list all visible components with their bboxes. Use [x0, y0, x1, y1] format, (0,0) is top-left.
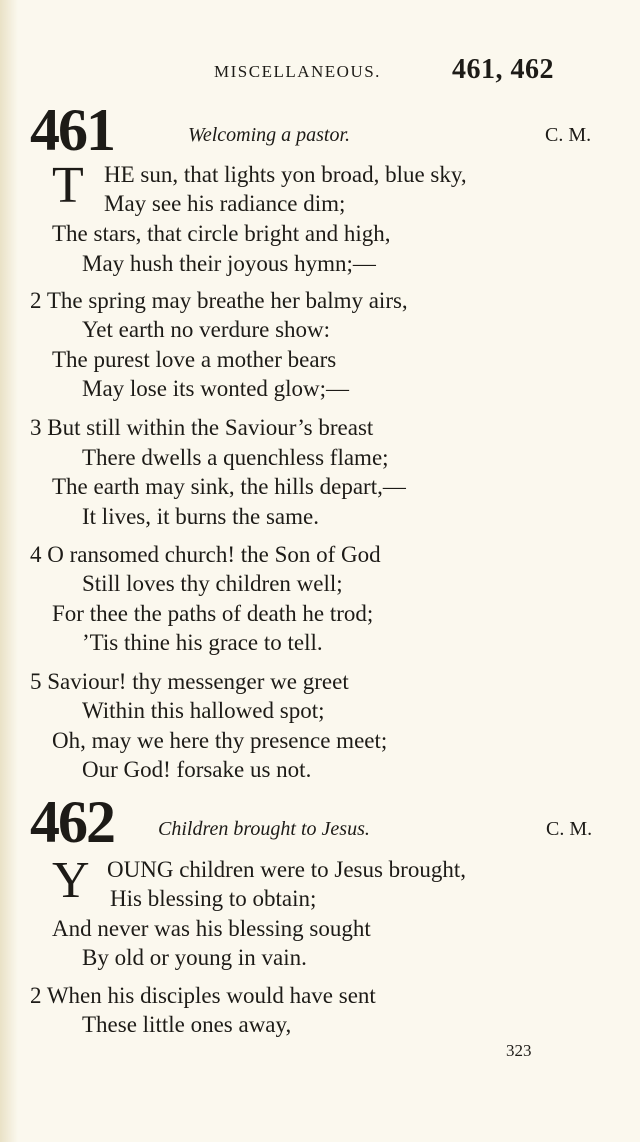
verse-line: 4 O ransomed church! the Son of God [30, 542, 381, 567]
verse-line: The earth may sink, the hills depart,— [52, 474, 406, 499]
page-number: 323 [506, 1041, 532, 1060]
verse-line: Still loves thy children well; [82, 571, 343, 596]
hymn-number: 462 [30, 789, 114, 855]
hymn-title: Children brought to Jesus. [158, 818, 370, 840]
verse-line: 2 When his disciples would have sent [30, 983, 376, 1008]
verse-line: By old or young in vain. [82, 945, 307, 970]
verse-line: Our God! forsake us not. [82, 757, 312, 782]
verse-line: These little ones away, [82, 1012, 292, 1037]
hymn-meter: C. M. [546, 818, 593, 840]
verse-line: HE sun, that lights yon broad, blue sky, [104, 162, 467, 187]
page-gutter-shade [0, 0, 18, 1142]
verse-line: The purest love a mother bears [52, 347, 337, 372]
verse-line: 5 Saviour! thy messenger we greet [30, 669, 349, 694]
hymn-number: 461 [30, 97, 114, 163]
running-header-hymn-numbers: 461, 462 [452, 54, 554, 85]
drop-cap: Y [52, 852, 90, 909]
verse-line: His blessing to obtain; [110, 886, 317, 911]
running-header-section: MISCELLANEOUS. [214, 62, 381, 81]
verse-line: 2 The spring may breathe her balmy airs, [30, 288, 408, 313]
drop-cap: T [52, 157, 84, 214]
verse-line: For thee the paths of death he trod; [52, 601, 374, 626]
verse-line: 3 But still within the Saviour’s breast [30, 415, 374, 440]
verse-line: Oh, may we here thy presence meet; [52, 728, 388, 753]
verse-line: It lives, it burns the same. [82, 504, 319, 529]
verse-line: May lose its wonted glow;— [82, 376, 350, 401]
verse-line: May see his radiance dim; [104, 191, 346, 216]
verse-line: May hush their joyous hymn;— [82, 251, 376, 276]
verse-line: Within this hallowed spot; [82, 698, 325, 723]
hymn-meter: C. M. [545, 124, 592, 146]
hymn-title: Welcoming a pastor. [188, 124, 351, 146]
verse-line: ’Tis thine his grace to tell. [82, 630, 323, 655]
verse-line: And never was his blessing sought [52, 916, 371, 941]
verse-line: There dwells a quenchless flame; [82, 445, 389, 470]
verse-line: The stars, that circle bright and high, [52, 221, 391, 246]
verse-line: OUNG children were to Jesus brought, [107, 857, 466, 882]
verse-line: Yet earth no verdure show: [82, 317, 331, 342]
